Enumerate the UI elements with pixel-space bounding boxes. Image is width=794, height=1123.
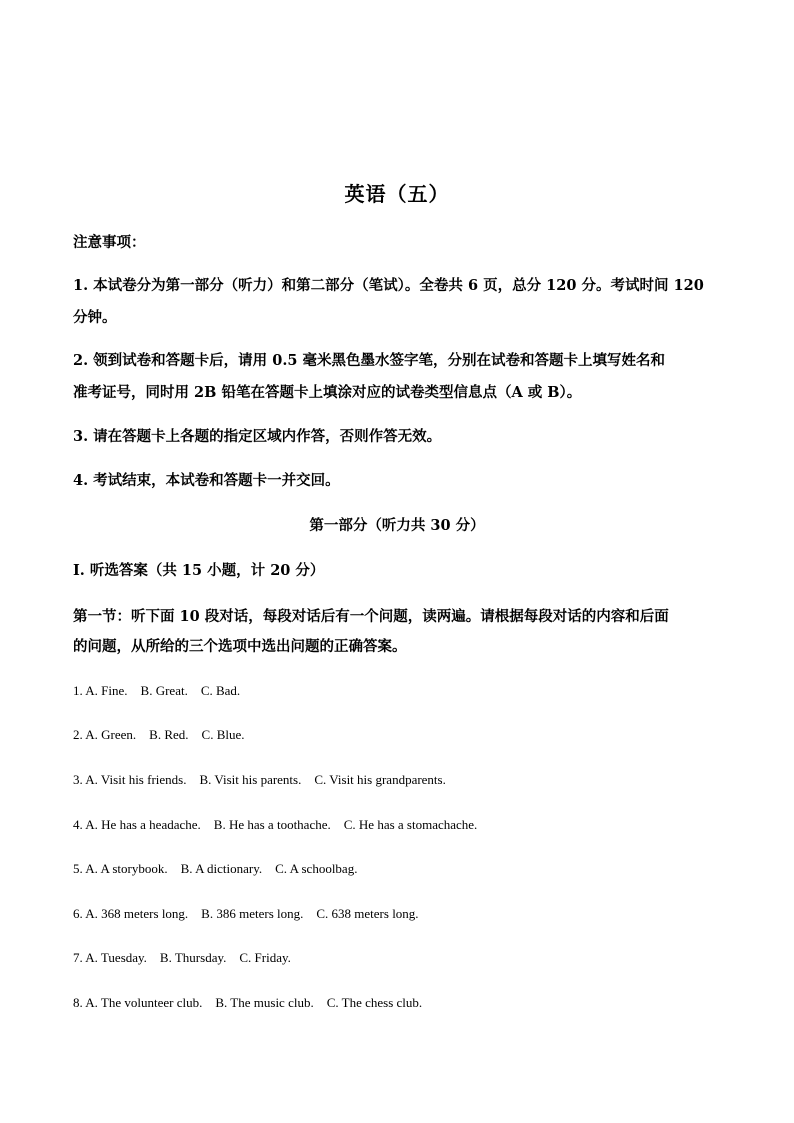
section1-instruction-line2: 的问题，从所给的三个选项中选出问题的正确答案。 bbox=[73, 638, 407, 655]
question-5: 5. A. A storybook. B. A dictionary. C. A schoolbag. bbox=[73, 861, 358, 876]
section1-heading: I. 听选答案（共 15 小题，计 20 分） bbox=[73, 562, 325, 579]
section1-instruction-line1: 第一节：听下面 10 段对话，每段对话后有一个问题，读两遍。请根据每段对话的内容和后面 bbox=[73, 608, 669, 625]
notice-item-1-line2: 分钟。 bbox=[73, 309, 117, 326]
question-1: 1. A. Fine. B. Great. C. Bad. bbox=[73, 683, 241, 698]
notice-heading: 注意事项： bbox=[73, 234, 146, 251]
notice-item-1-line1: 1. 本试卷分为第一部分（听力）和第二部分（笔试）。全卷共 6 页，总分 120 分。考试时间 120 bbox=[73, 277, 704, 294]
question-3: 3. A. Visit his friends. B. Visit his parents. C. Visit his grandparents. bbox=[73, 772, 446, 787]
document-title: 英语（五） bbox=[344, 182, 450, 206]
question-7: 7. A. Tuesday. B. Thursday. C. Friday. bbox=[73, 950, 291, 965]
part1-heading: 第一部分（听力共 30 分） bbox=[309, 517, 485, 534]
question-4: 4. A. He has a headache. B. He has a toothache. C. He has a stomachache. bbox=[73, 817, 478, 832]
notice-item-3: 3. 请在答题卡上各题的指定区域内作答，否则作答无效。 bbox=[73, 428, 442, 445]
question-6: 6. A. 368 meters long. B. 386 meters long. C. 638 meters long. bbox=[73, 906, 419, 921]
question-8: 8. A. The volunteer club. B. The music club. C. The chess club. bbox=[73, 995, 423, 1010]
notice-item-4: 4. 考试结束，本试卷和答题卡一并交回。 bbox=[73, 472, 340, 489]
notice-item-2-line2: 准考证号，同时用 2B 铅笔在答题卡上填涂对应的试卷类型信息点（A 或 B）。 bbox=[73, 384, 582, 401]
notice-item-2-line1: 2. 领到试卷和答题卡后，请用 0.5 毫米黑色墨水签字笔，分别在试卷和答题卡上填写姓名和 bbox=[73, 352, 666, 369]
question-2: 2. A. Green. B. Red. C. Blue. bbox=[73, 727, 245, 742]
